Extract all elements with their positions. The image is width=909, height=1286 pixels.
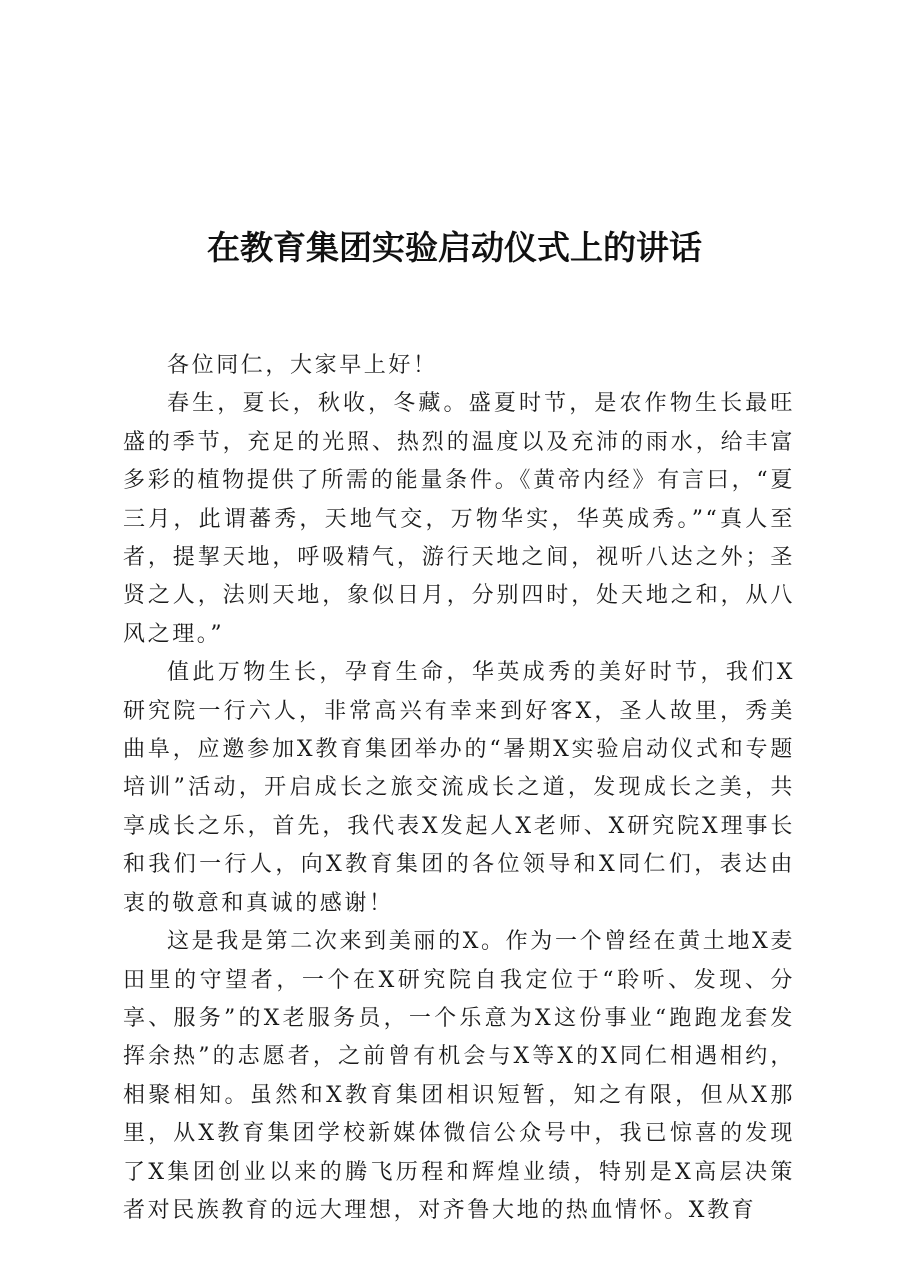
paragraph-season: 春生，夏长，秋收，冬藏。盛夏时节，是农作物生长最旺盛的季节，充足的光照、热烈的温度以及充沛的雨水，给丰富多彩的植物提供了所需的能量条件。《黄帝内经》有言曰，“夏三月，此谓蕃秀，天地气交，万物华实，华英成秀。”“真人至者，提挈天地，呼吸精气，游行天地之间，视听八达之外；圣贤之人，法则天地，象似日月，分别四时，处天地之和，从八风之理。” <box>123 391 795 647</box>
paragraph-thanks: 值此万物生长，孕育生命，华英成秀的美好时节，我们X研究院一行六人，非常高兴有幸来到好客X，圣人故里，秀美曲阜，应邀参加X教育集团举办的“暑期X实验启动仪式和专题培训”活动，开启成长之旅交流成长之道，发现成长之美，共享成长之乐，首先，我代表X发起人X老师、X研究院X理事长和我们一行人，向X教育集团的各位领导和X同仁们，表达由衷的敬意和真诚的感谢！ <box>123 660 795 916</box>
paragraph-greeting: 各位同仁，大家早上好！ <box>167 353 438 378</box>
document-body <box>123 347 795 1230</box>
document-title: 在教育集团实验启动仪式上的讲话 <box>207 228 702 267</box>
paragraph-second-visit: 这是我是第二次来到美丽的X。作为一个曾经在黄土地X麦田里的守望者，一个在X研究院自我定位于“聆听、发现、分享、服务”的X老服务员，一个乐意为X这份事业“跑跑龙套发挥余热”的志愿者，之前曾有机会与X等X的X同仁相遇相约，相聚相知。虽然和X教育集团相识短暂，知之有限，但从X那里，从X教育集团学校新媒体微信公众号中，我已惊喜的发现了X集团创业以来的腾飞历程和辉煌业绩，特别是X高层决策者对民族教育的远大理想，对齐鲁大地的热血情怀。X教育 <box>123 929 795 1223</box>
